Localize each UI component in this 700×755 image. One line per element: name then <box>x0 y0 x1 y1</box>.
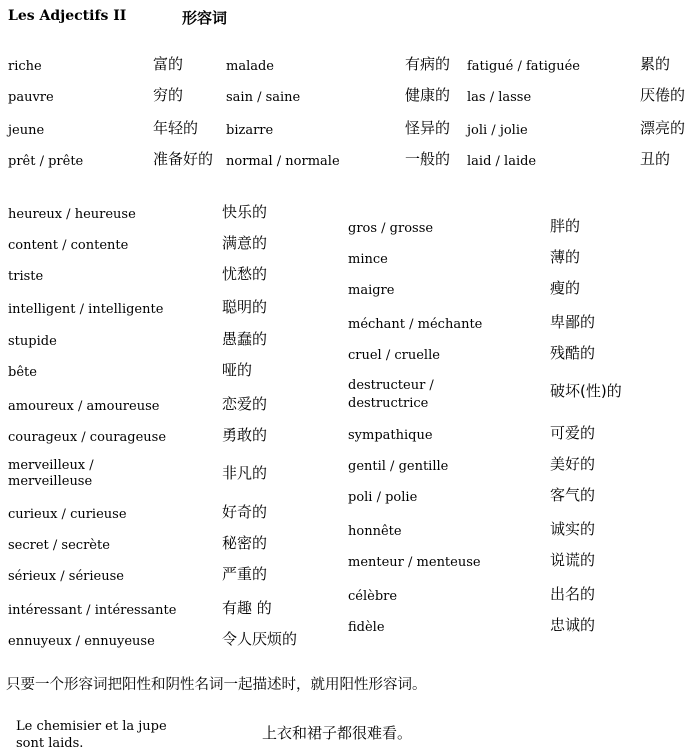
list-item-french: sérieux / sérieuse <box>8 569 124 584</box>
list-item-chinese: 好奇的 <box>222 503 268 521</box>
list-item-chinese: 有趣 的 <box>222 599 272 617</box>
list-item-chinese: 卑鄙的 <box>550 313 596 331</box>
table-cell-french: riche <box>8 59 42 74</box>
list-item-chinese: 说谎的 <box>550 551 596 569</box>
list-item-chinese: 忧愁的 <box>222 265 268 283</box>
table-cell-french: sain / saine <box>226 90 301 105</box>
list-item-chinese: 出名的 <box>550 585 596 603</box>
list-item-french: destructeur / destructrice <box>348 378 434 411</box>
list-item-french: amoureux / amoureuse <box>8 399 160 414</box>
table-cell-chinese: 有病的 <box>405 55 451 73</box>
table-cell-chinese: 累的 <box>640 55 671 73</box>
table-cell-french: las / lasse <box>467 90 532 105</box>
list-item-chinese: 令人厌烦的 <box>222 630 298 648</box>
list-item-french: menteur / menteuse <box>348 555 481 570</box>
list-item-french: maigre <box>348 283 395 298</box>
list-item-french: méchant / méchante <box>348 317 483 332</box>
table-cell-french: bizarre <box>226 123 274 138</box>
title-chinese: 形容词 <box>182 9 228 27</box>
list-item-chinese: 严重的 <box>222 565 268 583</box>
table-cell-chinese: 富的 <box>153 55 184 73</box>
list-item-french: gros / grosse <box>348 221 434 236</box>
list-item-french: sympathique <box>348 428 433 443</box>
list-item-chinese: 秘密的 <box>222 534 268 552</box>
list-item-chinese: 残酷的 <box>550 344 596 362</box>
list-item-chinese: 愚蠢的 <box>222 330 268 348</box>
table-cell-french: jeune <box>8 123 45 138</box>
table-cell-chinese: 健康的 <box>405 86 451 104</box>
list-item-chinese: 破坏(性)的 <box>550 382 622 400</box>
table-cell-french: prêt / prête <box>8 154 84 169</box>
example-french: Le chemisier et la jupe sont laids. <box>16 719 167 751</box>
list-item-chinese: 勇敢的 <box>222 426 268 444</box>
list-item-french: courageux / courageuse <box>8 430 167 445</box>
table-cell-chinese: 丑的 <box>640 150 671 168</box>
list-item-french: secret / secrète <box>8 538 110 553</box>
list-item-chinese: 薄的 <box>550 248 581 266</box>
list-item-french: célèbre <box>348 589 398 604</box>
table-cell-french: joli / jolie <box>467 123 528 138</box>
list-item-chinese: 非凡的 <box>222 464 268 482</box>
list-item-chinese: 瘦的 <box>550 279 581 297</box>
list-item-chinese: 忠诚的 <box>550 616 596 634</box>
list-item-chinese: 快乐的 <box>222 203 268 221</box>
list-item-chinese: 哑的 <box>222 361 253 379</box>
list-item-french: gentil / gentille <box>348 459 449 474</box>
list-item-french: ennuyeux / ennuyeuse <box>8 634 155 649</box>
list-item-french: fidèle <box>348 620 385 635</box>
table-cell-chinese: 怪异的 <box>405 119 451 137</box>
list-item-french: bête <box>8 365 37 380</box>
list-item-chinese: 可爱的 <box>550 424 596 442</box>
table-cell-french: normal / normale <box>226 154 340 169</box>
table-cell-french: pauvre <box>8 90 54 105</box>
list-item-chinese: 美好的 <box>550 455 596 473</box>
list-item-french: content / contente <box>8 238 129 253</box>
list-item-chinese: 满意的 <box>222 234 268 252</box>
list-item-chinese: 恋爱的 <box>222 395 268 413</box>
table-cell-chinese: 漂亮的 <box>640 119 686 137</box>
list-item-french: curieux / curieuse <box>8 507 127 522</box>
grammar-note: 只要一个形容词把阳性和阴性名词一起描述时，就用阳性形容词。 <box>6 677 427 693</box>
list-item-french: intelligent / intelligente <box>8 302 164 317</box>
table-cell-chinese: 穷的 <box>153 86 184 104</box>
table-cell-chinese: 年轻的 <box>153 119 199 137</box>
table-cell-chinese: 准备好的 <box>153 150 214 168</box>
list-item-french: cruel / cruelle <box>348 348 440 363</box>
example-chinese: 上衣和裙子都很难看。 <box>262 724 413 742</box>
list-item-chinese: 客气的 <box>550 486 596 504</box>
table-cell-french: malade <box>226 59 275 74</box>
list-item-french: triste <box>8 269 44 284</box>
list-item-french: stupide <box>8 334 57 349</box>
list-item-french: poli / polie <box>348 490 418 505</box>
list-item-french: intéressant / intéressante <box>8 603 177 618</box>
table-cell-chinese: 厌倦的 <box>640 86 686 104</box>
list-item-chinese: 胖的 <box>550 217 581 235</box>
table-cell-chinese: 一般的 <box>405 150 451 168</box>
list-item-french: heureux / heureuse <box>8 207 136 222</box>
table-cell-french: fatigué / fatiguée <box>467 59 581 74</box>
title-french: Les Adjectifs II <box>8 8 127 24</box>
list-item-chinese: 聪明的 <box>222 298 268 316</box>
list-item-chinese: 诚实的 <box>550 520 596 538</box>
list-item-french: honnête <box>348 524 402 539</box>
list-item-french: mince <box>348 252 388 267</box>
list-item-french: merveilleux / merveilleuse <box>8 458 94 489</box>
table-cell-french: laid / laide <box>467 154 537 169</box>
